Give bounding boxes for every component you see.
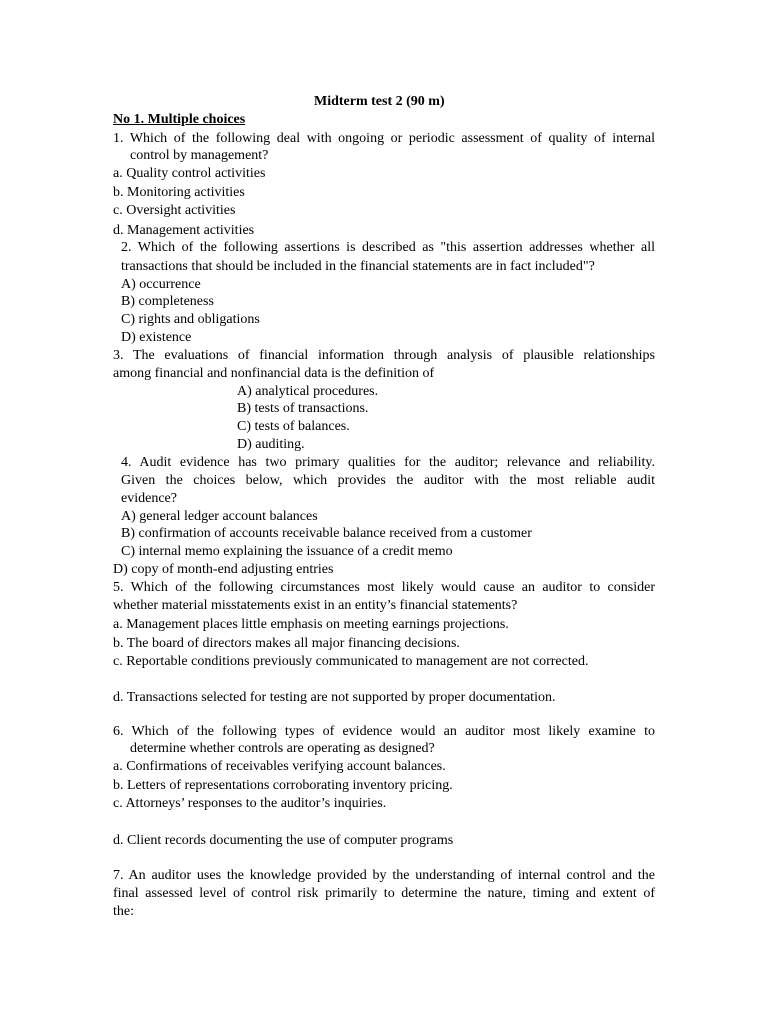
page-title: Midterm test 2 (90 m) (314, 94, 445, 109)
q2-stem-line-2: transactions that should be included in the financial statements are in fact included"? (121, 259, 595, 274)
q6-stem-line-1: 6. Which of the following types of evidence would an auditor most likely examine to (113, 724, 655, 739)
q2-option-a: A) occurrence (121, 277, 201, 292)
q5-stem-line-2: whether material misstatements exist in an entity’s financial statements? (113, 598, 518, 613)
q1-stem-line-2: control by management? (130, 148, 269, 163)
q5-option-b: b. The board of directors makes all major financing decisions. (113, 636, 460, 651)
q4-option-b: B) confirmation of accounts receivable balance received from a customer (121, 526, 532, 541)
q6-option-b: b. Letters of representations corroborating inventory pricing. (113, 778, 453, 793)
q3-option-d: D) auditing. (237, 437, 305, 452)
section-heading: No 1. Multiple choices (113, 112, 246, 127)
q6-stem-line-2: determine whether controls are operating as designed? (130, 741, 435, 756)
q1-stem-line-1: 1. Which of the following deal with ongoing or periodic assessment of quality of internal (113, 131, 655, 146)
q3-stem-line-1: 3. The evaluations of financial information through analysis of plausible relationships (113, 348, 655, 363)
q3-option-c: C) tests of balances. (237, 419, 350, 434)
q4-option-a: A) general ledger account balances (121, 509, 318, 524)
q1-option-d: d. Management activities (113, 223, 255, 238)
q7-stem-line-1: 7. An auditor uses the knowledge provided by the understanding of internal control and the (113, 868, 655, 883)
q7-stem-line-3: the: (113, 904, 134, 919)
q5-option-d: d. Transactions selected for testing are not supported by proper documentation. (113, 690, 556, 705)
q5-stem-line-1: 5. Which of the following circumstances most likely would cause an auditor to consider (113, 580, 655, 595)
q4-option-d: D) copy of month-end adjusting entries (113, 562, 334, 577)
q1-option-b: b. Monitoring activities (113, 185, 245, 200)
q3-stem-line-2: among financial and nonfinancial data is the definition of (113, 366, 435, 381)
q3-option-a: A) analytical procedures. (237, 384, 379, 399)
q6-option-c: c. Attorneys’ responses to the auditor’s inquiries. (113, 796, 387, 811)
q4-stem-line-2: Given the choices below, which provides the auditor with the most reliable audit (121, 473, 655, 488)
q2-stem-line-1: 2. Which of the following assertions is described as "this assertion addresses whether all (121, 240, 655, 255)
q6-option-d: d. Client records documenting the use of computer programs (113, 833, 454, 848)
q4-stem-line-1: 4. Audit evidence has two primary qualities for the auditor; relevance and reliability. (121, 455, 655, 470)
q7-stem-line-2: final assessed level of control risk primarily to determine the nature, timing and extent of (113, 886, 655, 901)
q1-option-c: c. Oversight activities (113, 203, 236, 218)
q5-option-c: c. Reportable conditions previously communicated to management are not corrected. (113, 654, 589, 669)
q3-option-b: B) tests of transactions. (237, 401, 369, 416)
q1-option-a: a. Quality control activities (113, 166, 266, 181)
q4-option-c: C) internal memo explaining the issuance of a credit memo (121, 544, 453, 559)
q2-option-c: C) rights and obligations (121, 312, 260, 327)
q5-option-a: a. Management places little emphasis on meeting earnings projections. (113, 617, 509, 632)
q2-option-d: D) existence (121, 330, 192, 345)
q6-option-a: a. Confirmations of receivables verifying account balances. (113, 759, 446, 774)
q2-option-b: B) completeness (121, 294, 214, 309)
q4-stem-line-3: evidence? (121, 491, 177, 506)
